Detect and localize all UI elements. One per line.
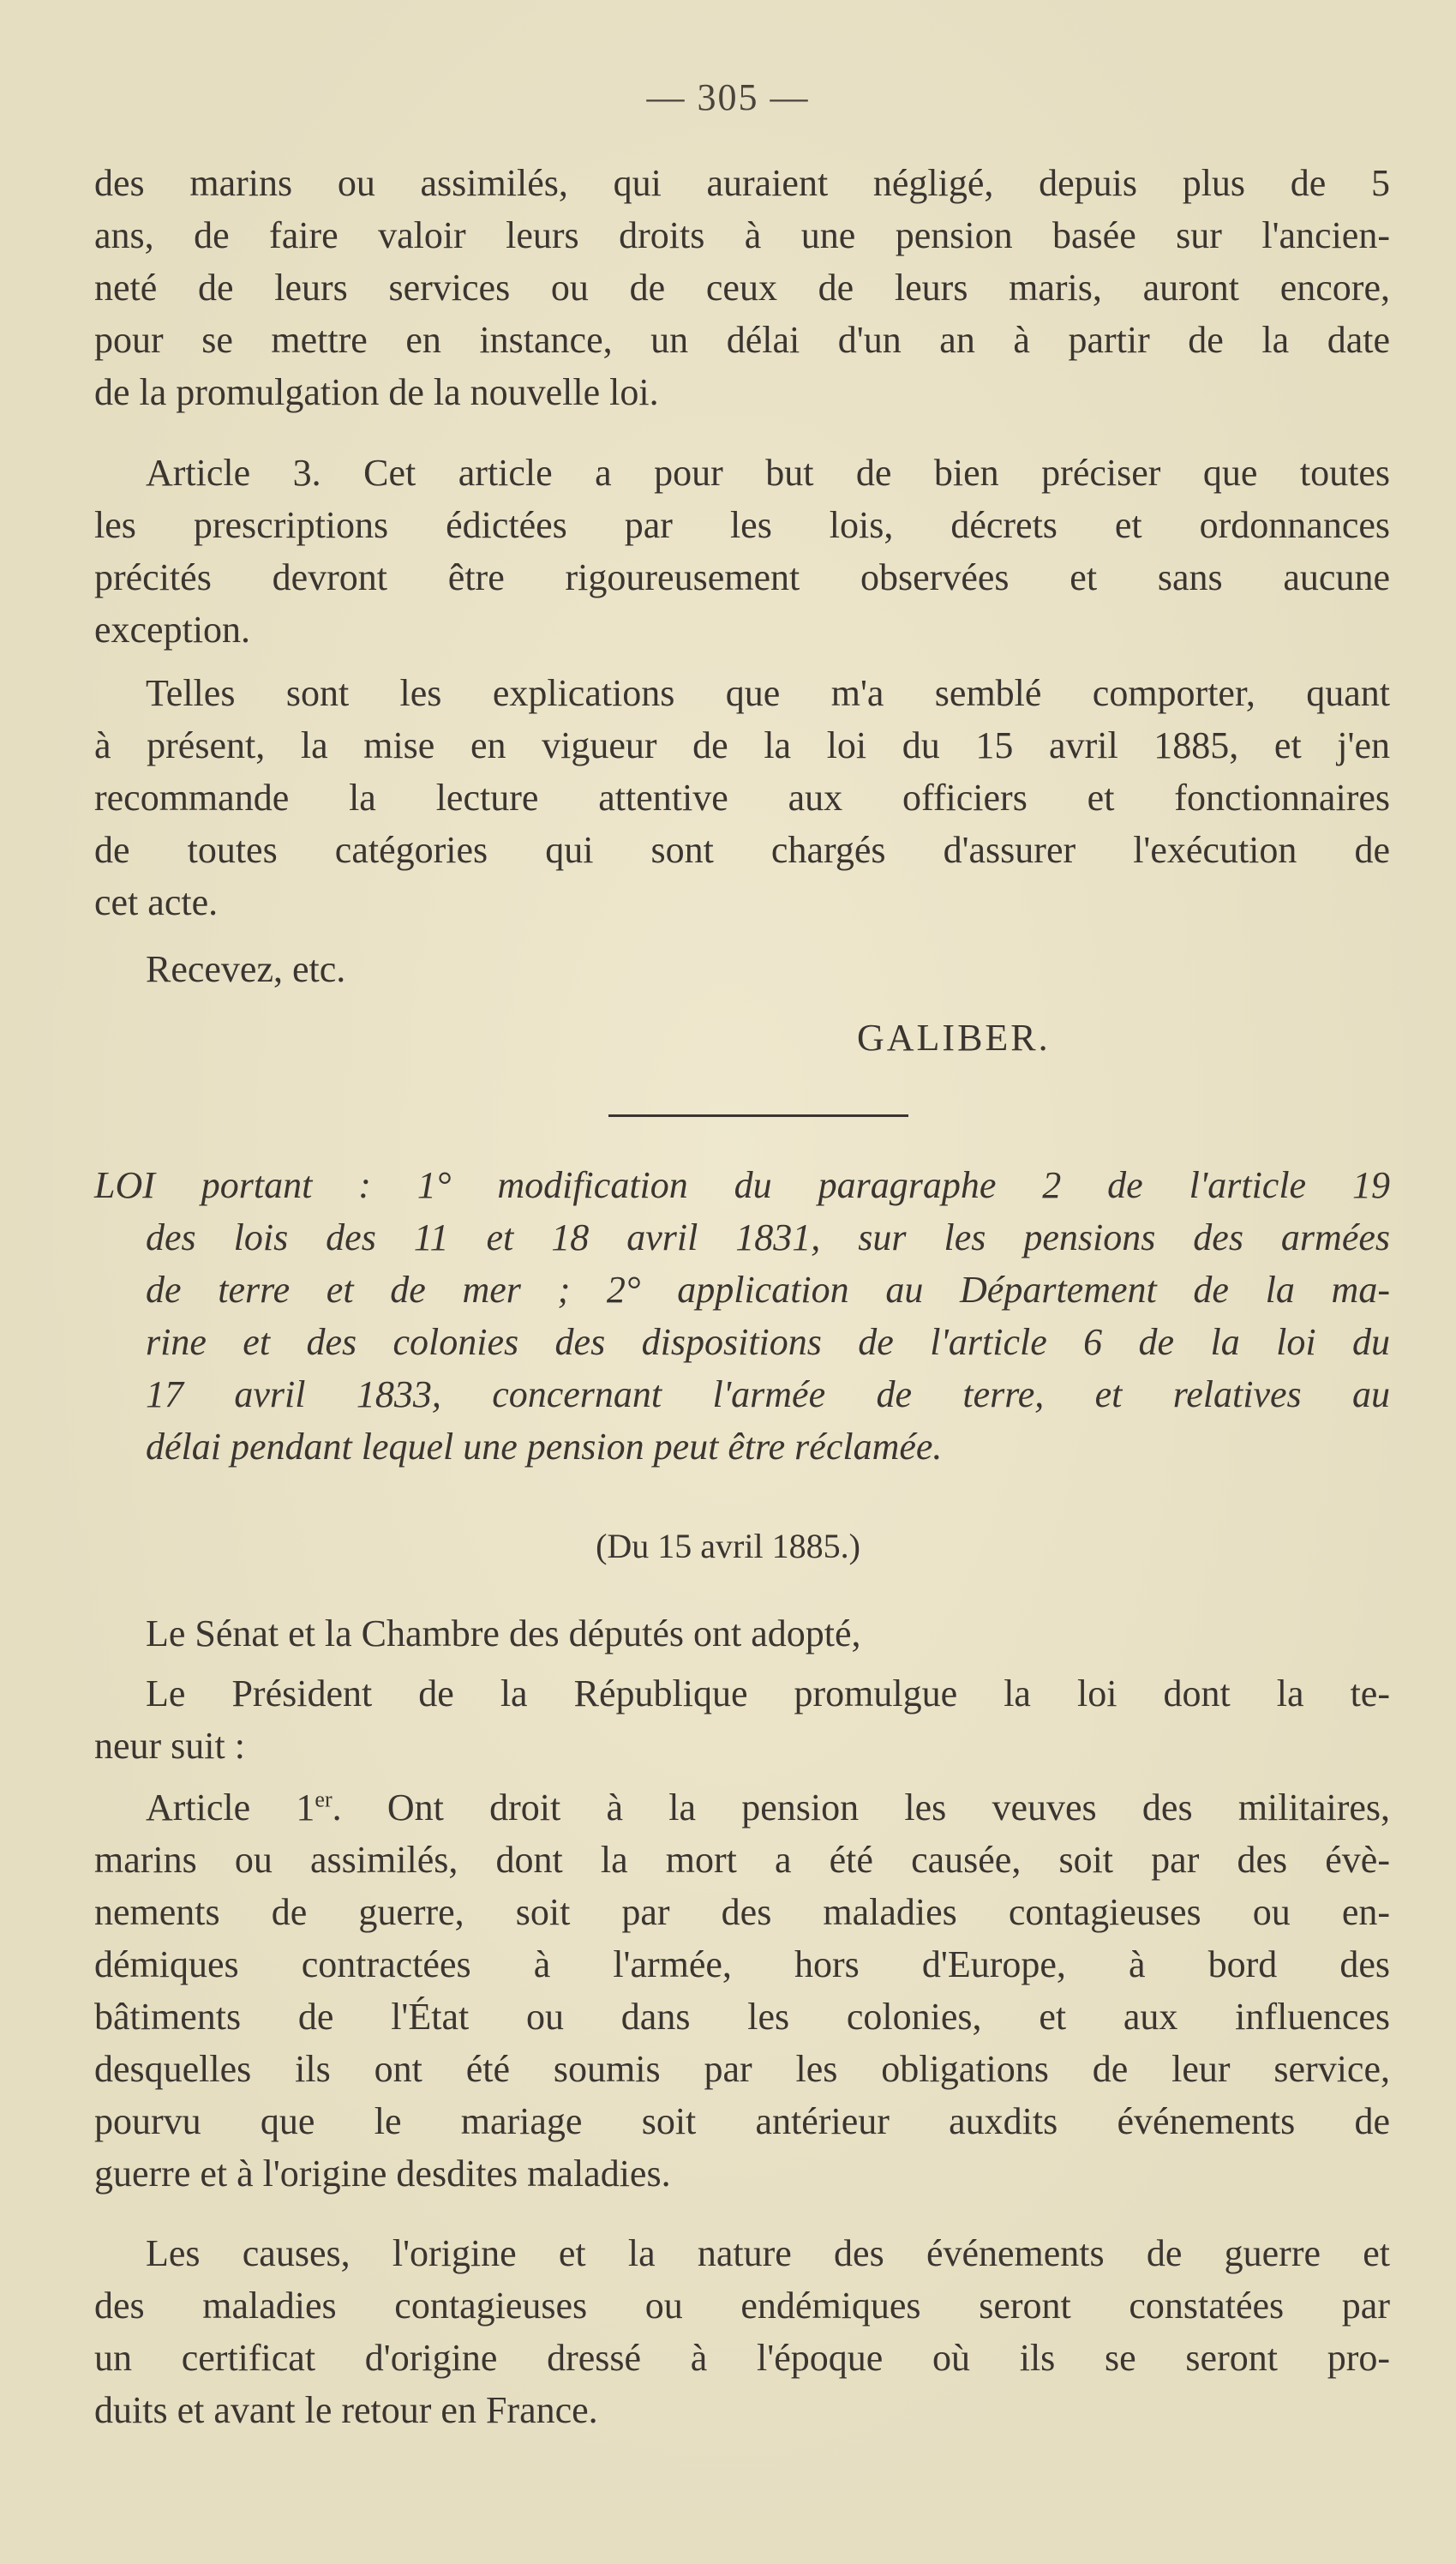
text-line: LOI portant : 1° modification du paragraphe 2 de l'article 19 bbox=[94, 1164, 1390, 1206]
text-line: des marins ou assimilés, qui auraient négligé, depuis plus de 5 bbox=[94, 162, 1390, 204]
text-line: Article 3. Cet article a pour but de bien préciser que toutes bbox=[146, 452, 1390, 494]
text-line: à présent, la mise en vigueur de la loi du 15 avril 1885, et j'en bbox=[94, 724, 1390, 766]
page-number: — 305 — bbox=[646, 76, 810, 118]
signature: GALIBER. bbox=[857, 1017, 1051, 1059]
paragraph-explanations bbox=[94, 667, 1390, 928]
text-line: 17 avril 1833, concernant l'armée de terre, et relatives au bbox=[146, 1373, 1390, 1415]
article-label: Article 1 bbox=[146, 1786, 315, 1828]
text-line: Telles sont les explications que m'a semblé comporter, quant bbox=[146, 672, 1390, 714]
text-line: marins ou assimilés, dont la mort a été causée, soit par des évè- bbox=[94, 1839, 1390, 1881]
paragraph-adoption bbox=[94, 1607, 1390, 1660]
text-line: rine et des colonies des dispositions de l'article 6 de la loi du bbox=[146, 1321, 1390, 1363]
text-line: nements de guerre, soit par des maladies contagieuses ou en- bbox=[94, 1891, 1390, 1933]
text-line: un certificat d'origine dressé à l'époque où ils se seront pro- bbox=[94, 2337, 1390, 2379]
text-line: guerre et à l'origine desdites maladies. bbox=[94, 2153, 671, 2195]
text-line: neur suit : bbox=[94, 1725, 245, 1767]
text-line: de terre et de mer ; 2° application au Département de la ma- bbox=[146, 1269, 1390, 1311]
text-line: précités devront être rigoureusement observées et sans aucune bbox=[94, 556, 1390, 598]
article-1 bbox=[94, 1781, 1390, 2200]
law-title bbox=[94, 1159, 1390, 1473]
paragraph-causes bbox=[94, 2227, 1390, 2436]
ordinal-superscript: er bbox=[315, 1786, 333, 1812]
text-line: bâtiments de l'État ou dans les colonies, et aux influences bbox=[94, 1996, 1390, 2038]
section-divider bbox=[608, 1114, 908, 1117]
paragraph-promulgation bbox=[94, 1667, 1390, 1772]
text-fragment: . Ont droit à la pension les veuves des militaires, bbox=[332, 1786, 1391, 1828]
text-line: de toutes catégories qui sont chargés d'assurer l'exécution de bbox=[94, 829, 1390, 871]
text-line: des maladies contagieuses ou endémiques seront constatées par bbox=[94, 2285, 1390, 2327]
paragraph-continuation bbox=[94, 157, 1390, 418]
text-line: Le Sénat et la Chambre des députés ont adopté, bbox=[146, 1612, 861, 1654]
text-line: exception. bbox=[94, 609, 251, 651]
text-line: les prescriptions édictées par les lois, décrets et ordonnances bbox=[94, 504, 1390, 546]
text-line: cet acte. bbox=[94, 881, 219, 923]
text-line: desquelles ils ont été soumis par les obligations de leur service, bbox=[94, 2048, 1390, 2090]
text-line: pourvu que le mariage soit antérieur auxdits événements de bbox=[94, 2100, 1390, 2142]
text-line: ans, de faire valoir leurs droits à une pension basée sur l'ancien- bbox=[94, 214, 1390, 256]
text-line: Recevez, etc. bbox=[146, 948, 346, 990]
text-line: Le Président de la République promulgue la loi dont la te- bbox=[146, 1672, 1390, 1714]
text-line: Les causes, l'origine et la nature des événements de guerre et bbox=[146, 2232, 1390, 2274]
text-line: pour se mettre en instance, un délai d'un an à partir de la date bbox=[94, 319, 1390, 361]
text-line: des lois des 11 et 18 avril 1831, sur les pensions des armées bbox=[146, 1216, 1390, 1258]
text-line: délai pendant lequel une pension peut être réclamée. bbox=[146, 1426, 943, 1468]
text-line: de la promulgation de la nouvelle loi. bbox=[94, 371, 659, 413]
closing-formula bbox=[94, 943, 1390, 995]
paragraph-article-3 bbox=[94, 447, 1390, 656]
text-line: recommande la lecture attentive aux officiers et fonctionnaires bbox=[94, 777, 1390, 819]
text-line: duits et avant le retour en France. bbox=[94, 2389, 598, 2431]
text-line bbox=[94, 1781, 1390, 1834]
law-date: (Du 15 avril 1885.) bbox=[596, 1527, 860, 1565]
text-line: neté de leurs services ou de ceux de leurs maris, auront encore, bbox=[94, 267, 1390, 309]
text-line: démiques contractées à l'armée, hors d'Europe, à bord des bbox=[94, 1943, 1390, 1985]
